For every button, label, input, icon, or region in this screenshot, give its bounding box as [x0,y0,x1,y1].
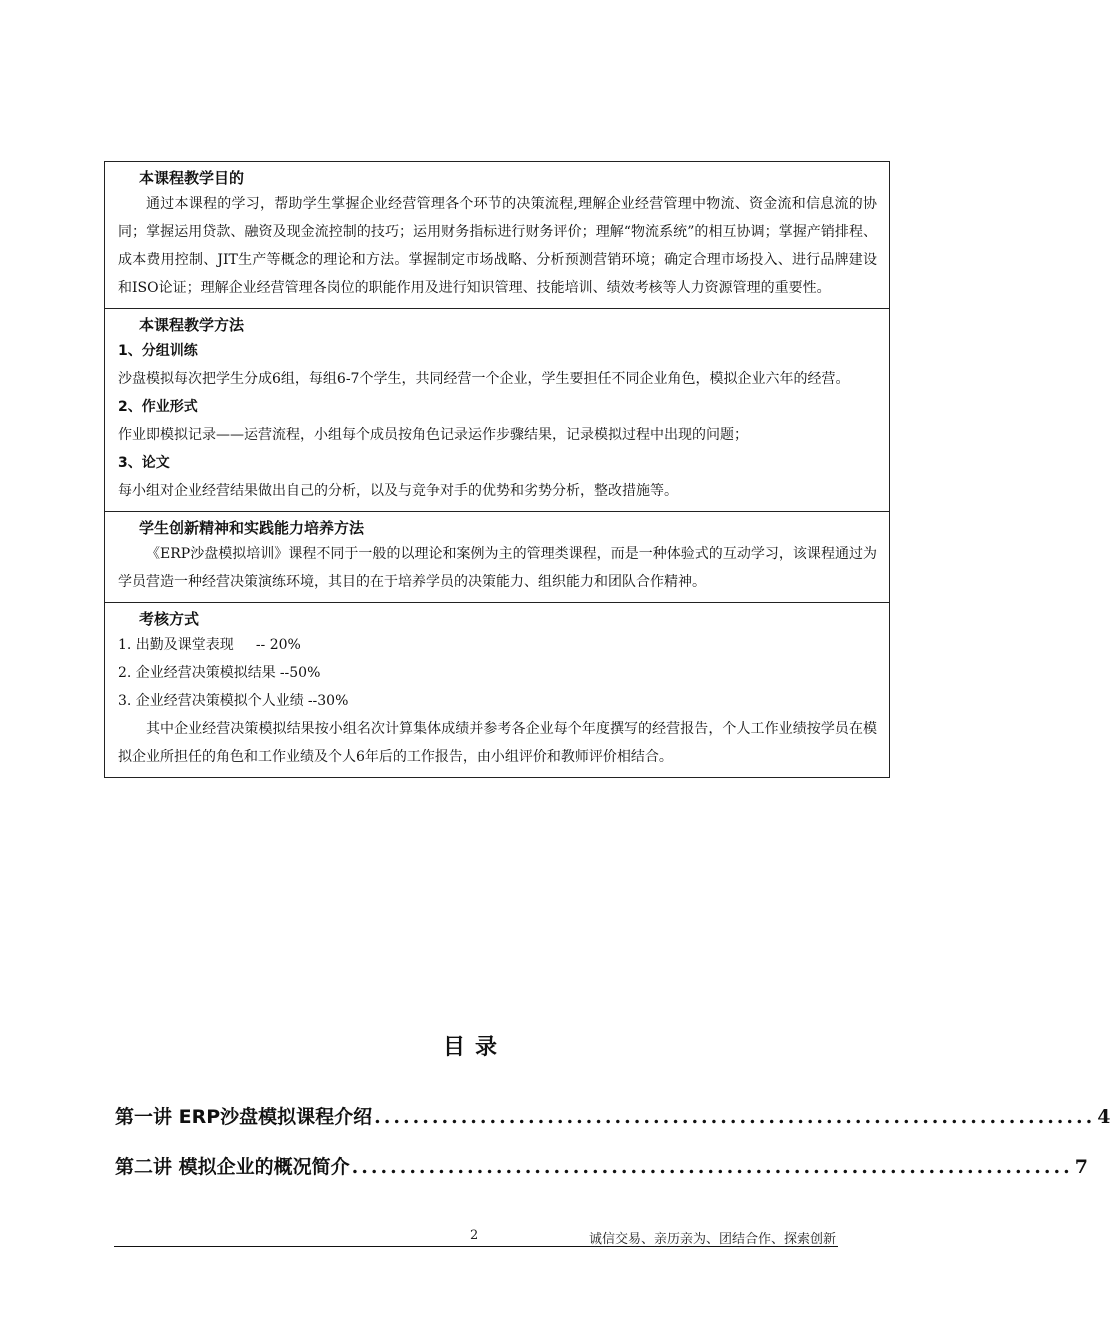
assessment-item-label: 1. 出勤及课堂表现 [118,637,234,653]
objectives-body: 通过本课程的学习，帮助学生掌握企业经营管理各个环节的决策流程,理解企业经营管理中物流、资金流和信息流的协同；掌握运用贷款、融资及现金流控制的技巧；运用财务指标进行财务评价；理解“物流系统”的相互协调；掌握产销排程、成本费用控制、JIT生产等概念的理论和方法。掌握制定市场战略、分析预测营销环境；确定合理市场投入、进行品牌建设和ISO论证；理解企业经营管理各岗位的职能作用及进行知识管理、技能培训、绩效考核等人力资源管理的重要性。 [118,196,877,296]
assessment-item-weight: --30% [307,693,349,709]
toc-leader-dots: ........................................................................... [351,1156,1073,1178]
assessment-item-weight: -- 20% [255,637,301,653]
objectives-row [105,162,890,309]
method-text: 沙盘模拟每次把学生分成6组，每组6-7个学生，共同经营一个企业，学生要担任不同企业角色，模拟企业六年的经营。 [118,371,850,387]
toc-entry[interactable] [115,1102,1111,1132]
toc-title: 目录 [442,1035,507,1060]
methods-cell [105,309,890,512]
method-heading: 2、作业形式 [118,399,198,415]
assessment-item [118,631,877,659]
objectives-title: 本课程教学目的 [139,169,245,187]
innovation-cell [105,512,890,603]
method-text: 每小组对企业经营结果做出自己的分析，以及与竞争对手的优势和劣势分析，整改措施等。 [118,483,678,499]
method-text: 作业即模拟记录——运营流程，小组每个成员按角色记录运作步骤结果，记录模拟过程中出现的问题； [118,427,748,443]
toc-entry-label[interactable]: 第一讲 ERP沙盘模拟课程介绍 [115,1106,373,1128]
assessment-cell [105,603,890,778]
footer-rule [114,1246,838,1247]
assessment-item-label: 2. 企业经营决策模拟结果 [118,665,276,681]
assessment-item [118,659,877,687]
assessment-item-label: 3. 企业经营决策模拟个人业绩 [118,693,304,709]
page-footer [114,1228,836,1248]
assessment-title: 考核方式 [139,610,200,628]
toc-leader-dots: ........................................................................... [374,1106,1096,1128]
innovation-row [105,512,890,603]
footer-motto: 诚信交易、亲历亲为、团结合作、探索创新 [588,1232,836,1247]
page-number: 2 [470,1228,479,1243]
innovation-title: 学生创新精神和实践能力培养方法 [139,519,365,537]
assessment-note: 其中企业经营决策模拟结果按小组名次计算集体成绩并参考各企业每个年度撰写的经营报告，个人工作业绩按学员在模拟企业所担任的角色和工作业绩及个人6年后的工作报告，由小组评价和教师评价相结合。 [118,721,877,765]
assessment-row [105,603,890,778]
assessment-item [118,687,877,715]
methods-title: 本课程教学方法 [139,316,245,334]
methods-row [105,309,890,512]
objectives-cell [105,162,890,309]
toc-entry-page[interactable]: 7 [1074,1156,1088,1178]
toc-entry-page[interactable]: 4 [1097,1106,1111,1128]
toc-entry[interactable] [115,1152,1088,1182]
syllabus-table [104,161,890,778]
method-heading: 1、分组训练 [118,343,198,359]
method-heading: 3、论文 [118,455,170,471]
toc-entry-label[interactable]: 第二讲 模拟企业的概况简介 [115,1156,350,1178]
innovation-body: 《ERP沙盘模拟培训》课程不同于一般的以理论和案例为主的管理类课程，而是一种体验式的互动学习，该课程通过为学员营造一种经营决策演练环境，其目的在于培养学员的决策能力、组织能力和团队合作精神。 [118,546,877,590]
assessment-item-weight: --50% [279,665,321,681]
